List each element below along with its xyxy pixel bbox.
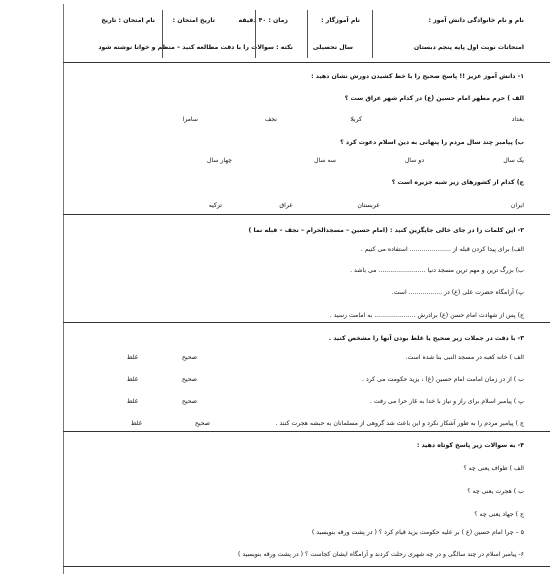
exam-date-label: تاریخ امتحان :	[172, 17, 215, 24]
section-divider	[63, 62, 550, 63]
header-divider	[162, 10, 163, 58]
q1-c-option: ترکیه	[208, 202, 222, 209]
q2-item: پ) آرامگاه حضرت علی (ع) در ................. است.	[391, 289, 524, 296]
q3-statement: پ ) پیامبر اسلام برای راز و نیاز با خدا به غار حرا می رفت .	[369, 398, 524, 405]
q2-item: ب) بزرگ ترین و مهم ترین مسجد دنیا ........................ می باشد .	[350, 267, 524, 274]
q3-true-label: صحیح	[181, 376, 197, 383]
q1-intro: ۱- دانش آموز عزیز !! پاسخ صحیح را با خط کشیدن دورش نشان دهید :	[311, 73, 524, 80]
q1-a-question: الف ) حرم مطهر امام حسین (ع) در کدام شهر عراق ست ؟	[344, 95, 524, 102]
q1-a-option: سامرا	[182, 116, 198, 123]
instruction-note: نکته : سوالات را با دقت مطالعه کنید – منظم و خوانا نوشته شود	[98, 44, 293, 51]
q1-b-option: یک سال	[503, 157, 524, 164]
q2-item: الف) برای پیدا کردن قبله از ..................... استفاده می کنیم .	[360, 246, 524, 253]
q1-b-option: چهار سال	[206, 157, 232, 164]
q1-a-option: کربلا	[350, 116, 362, 123]
section-divider	[63, 214, 550, 215]
q3-statement: ب ) از در زمان امامت امام حسین (ع) ، یزید حکومت می کرد .	[362, 376, 524, 383]
q3-false-label: غلط	[126, 398, 138, 405]
q1-c-option: عراق	[279, 202, 293, 209]
q4-intro: ۴- به سوالات زیر پاسخ کوتاه دهید :	[416, 442, 524, 449]
duration-label: زمان : ۴۰ دقیقه	[238, 17, 288, 24]
q1-c-option: عربستان	[357, 202, 380, 209]
q5-question: ۵ – چرا امام حسین (ع ) بر علیه حکومت یزید قیام کرد ؟ ( در پشت ورقه بنویسید )	[311, 529, 524, 536]
q2-intro: ۲- این کلمات را در جای خالی جایگزین کنید : (امام حسین – مسجدالحرام – نجف – قبله نما )	[248, 227, 524, 234]
examiner-label: نام امتحان : تاریخ	[101, 17, 155, 24]
q1-a-option: بغداد	[511, 116, 524, 123]
q3-statement: الف ) خانه کعبه در مسجد النبی بنا شده است.	[405, 354, 524, 361]
exam-title: امتحانات نوبت اول پایه پنجم دبستان	[413, 44, 524, 51]
q1-c-question: ج) کدام از کشورهای زیر شبه جزیره است ؟	[391, 179, 524, 186]
q3-intro: ۳- با دقت در جملات زیر صحیح یا غلط بودن آنها را مشخص کنید .	[328, 335, 524, 342]
q6-question: ۶- پیامبر اسلام در چند سالگی و در چه شهری رحلت کردند و آرامگاه ایشان کجاست ؟ ( در پشت ورقه بنویسید )	[237, 551, 524, 558]
header-divider	[307, 10, 308, 58]
q2-item: ج) پس از شهادت امام حسن (ع) برادرش ..................... به امامت رسید .	[329, 312, 524, 319]
q3-false-label: غلط	[130, 420, 142, 427]
q1-c-option: ایران	[510, 202, 524, 209]
student-name-label: نام و نام خانوادگی دانش آموز :	[428, 17, 524, 24]
q3-true-label: صحیح	[181, 398, 197, 405]
q3-false-label: غلط	[126, 376, 138, 383]
header-divider	[255, 10, 256, 58]
q1-a-option: نجف	[264, 116, 277, 123]
teacher-label: نام آموزگار :	[321, 17, 360, 24]
section-divider	[63, 431, 550, 432]
section-divider	[63, 566, 550, 567]
header-divider	[372, 10, 373, 58]
school-year-label: سال تحصیلی	[312, 44, 353, 51]
q3-false-label: غلط	[126, 354, 138, 361]
q1-b-option: سه سال	[313, 157, 336, 164]
q3-true-label: صحیح	[194, 420, 210, 427]
q1-b-question: ب) پیامبر چند سال مردم را پنهانی به دین اسلام دعوت کرد ؟	[340, 139, 524, 146]
q1-b-option: دو سال	[404, 157, 424, 164]
q4-item: الف ) طواف یعنی چه ؟	[463, 465, 524, 472]
q4-item: ج ) جهاد یعنی چه ؟	[474, 511, 524, 518]
q3-true-label: صحیح	[181, 354, 197, 361]
q3-statement: ج ) پیامبر مردم را به طور آشکار نکرد و این باعث شد گروهی از مسلمانان به حبشه هجرت کنند .	[275, 420, 524, 427]
q4-item: ب ) هجرت یعنی چه ؟	[467, 488, 524, 495]
section-divider	[63, 322, 550, 323]
